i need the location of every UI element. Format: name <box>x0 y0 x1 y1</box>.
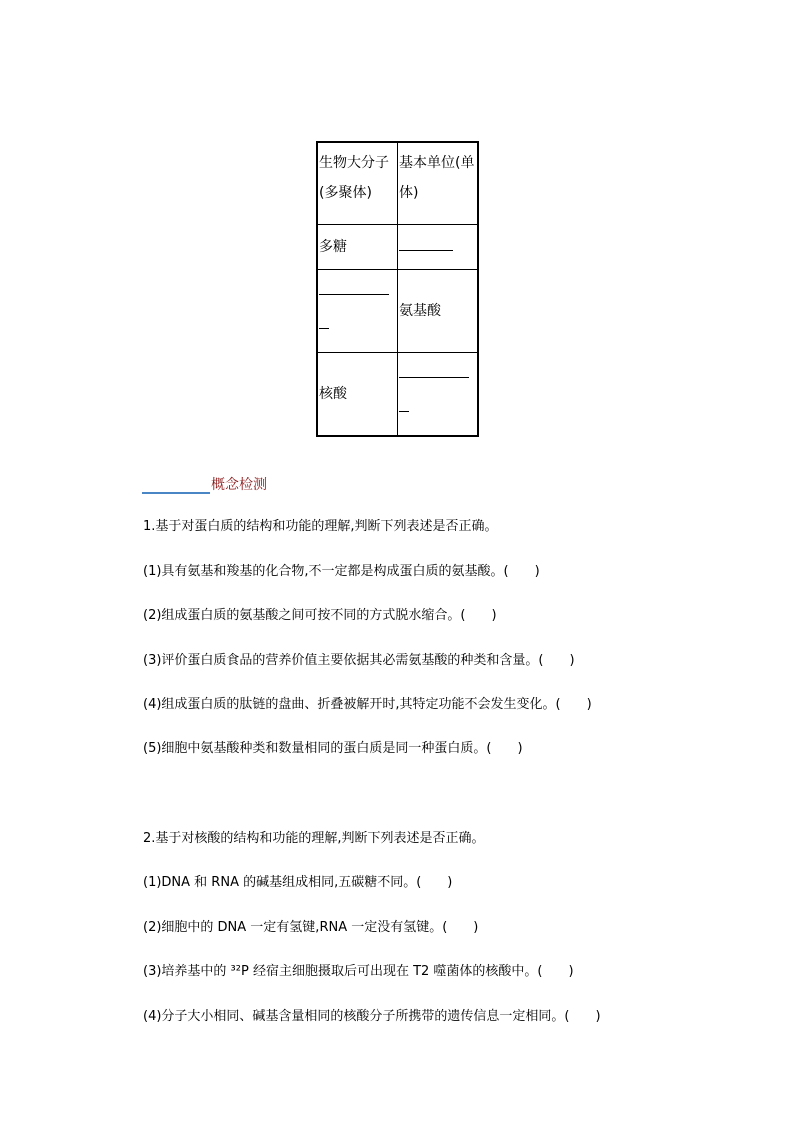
question-2-item: (3)培养基中的 ³²P 经宿主细胞摄取后可出现在 T2 噬菌体的核酸中。( ) <box>143 964 574 979</box>
header-line: 生物大分子 <box>319 155 389 171</box>
section-bar <box>142 482 210 494</box>
header-line: (多聚体) <box>319 185 372 201</box>
table-cell-nucleic-acid <box>317 353 398 437</box>
question-1-title: 1.基于对蛋白质的结构和功能的理解,判断下列表述是否正确。 <box>143 519 498 534</box>
cell-text: 氨基酸 <box>399 303 441 319</box>
biomolecule-table <box>316 141 479 437</box>
fill-blank-line[interactable] <box>399 236 453 251</box>
question-1-item: (4)组成蛋白质的肽链的盘曲、折叠被解开时,其特定功能不会发生变化。( ) <box>143 697 592 712</box>
cell-text: 多糖 <box>319 239 347 255</box>
fill-blank-line[interactable] <box>399 363 469 378</box>
fill-blank-line[interactable] <box>319 314 329 329</box>
fill-blank-line[interactable] <box>399 397 409 412</box>
question-1-item: (1)具有氨基和羧基的化合物,不一定都是构成蛋白质的氨基酸。( ) <box>143 564 540 579</box>
question-2-item: (2)细胞中的 DNA 一定有氢键,RNA 一定没有氢键。( ) <box>143 920 479 935</box>
table-cell-amino-acid <box>398 270 479 353</box>
question-1-item: (5)细胞中氨基酸种类和数量相同的蛋白质是同一种蛋白质。( ) <box>143 741 523 756</box>
section-title: 概念检测 <box>211 477 267 493</box>
question-1-item: (2)组成蛋白质的氨基酸之间可按不同的方式脱水缩合。( ) <box>143 608 497 623</box>
table-cell-polysaccharide <box>317 225 398 270</box>
question-2-title: 2.基于对核酸的结构和功能的理解,判断下列表述是否正确。 <box>143 831 485 846</box>
question-2-item: (4)分子大小相同、碱基含量相同的核酸分子所携带的遗传信息一定相同。( ) <box>143 1009 601 1024</box>
header-line: 基本单位(单 <box>399 155 475 171</box>
table-cell-blank[interactable] <box>398 225 479 270</box>
table-cell-blank[interactable] <box>398 353 479 437</box>
question-1-item: (3)评价蛋白质食品的营养价值主要依据其必需氨基酸的种类和含量。( ) <box>143 653 575 668</box>
fill-blank-line[interactable] <box>319 280 389 295</box>
question-2-item: (1)DNA 和 RNA 的碱基组成相同,五碳糖不同。( ) <box>143 875 453 890</box>
table-cell-blank[interactable] <box>317 270 398 353</box>
section-header <box>142 474 267 494</box>
cell-text: 核酸 <box>319 386 347 402</box>
table-header-unit <box>398 142 479 225</box>
header-line: 体) <box>399 185 419 201</box>
table-header-biomolecule <box>317 142 398 225</box>
